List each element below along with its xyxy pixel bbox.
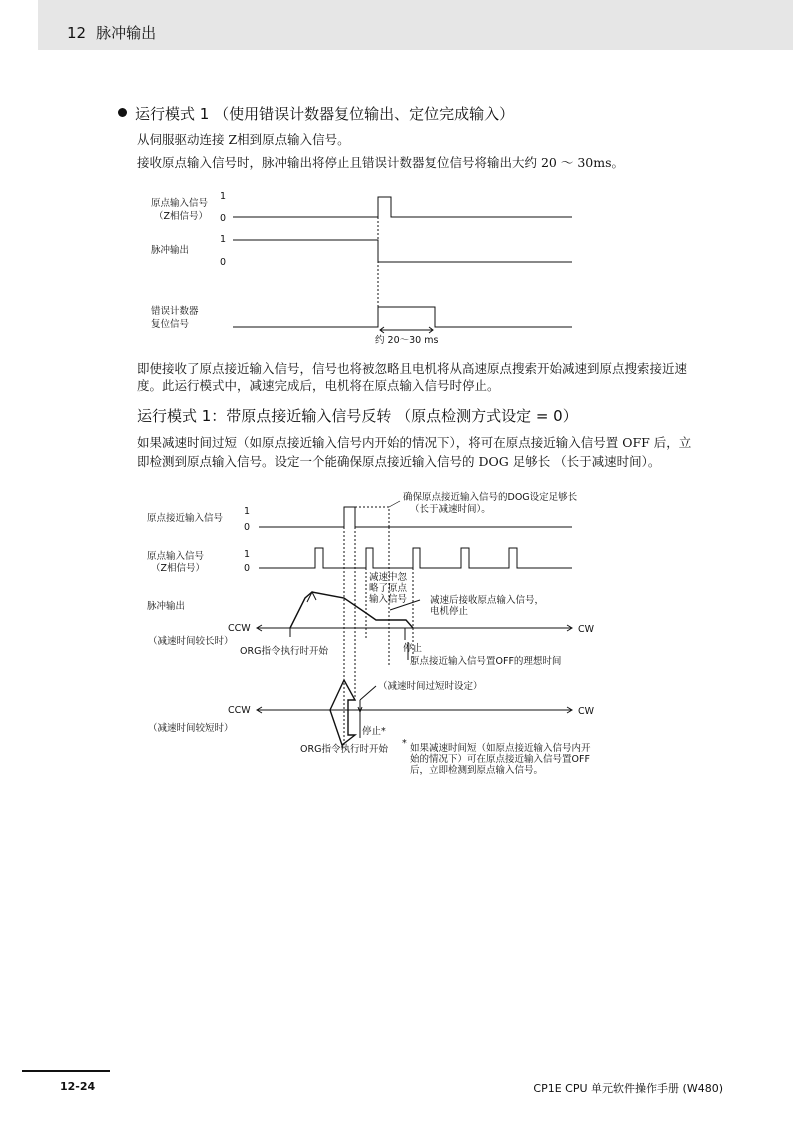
section1-line2: 接收原点输入信号时，脉冲输出将停止且错误计数器复位信号将输出大约 20 ～ 30ms。 <box>137 155 625 170</box>
d2-cw-short: CW <box>578 706 595 717</box>
d2-after-decel-b: 电机停止 <box>430 606 469 617</box>
d2-level0-b: 0 <box>244 563 251 574</box>
d1-duration: 约 20～30 ms <box>375 335 439 346</box>
d1-reset-signal-line <box>233 307 572 327</box>
d2-origin-input-line <box>259 548 572 568</box>
section1-title-text: 运行模式 1 （使用错误计数器复位输出、定位完成输入） <box>135 105 515 123</box>
d2-org-start-2: ORG指令执行时开始 <box>300 744 388 755</box>
section1-title <box>118 103 514 124</box>
chapter-title: 脉冲输出 <box>96 24 157 42</box>
d1-sig2-label: 脉冲输出 <box>151 245 190 256</box>
chapter-number: 12 <box>67 24 87 42</box>
d2-ccw-short: CCW <box>228 705 251 716</box>
d2-dog-ideal-dashed <box>355 507 389 527</box>
d2-sig1-label: 原点接近输入信号 <box>147 513 224 524</box>
d2-level1-b: 1 <box>244 549 251 560</box>
section2-title: 运行模式 1：带原点接近输入信号反转 （原点检测方式设定 = 0） <box>137 407 578 425</box>
d2-stop-star: 停止* <box>362 726 386 737</box>
d2-ideal-off: 原点接近输入信号置OFF的理想时间 <box>410 656 562 667</box>
section1-line1: 从伺服驱动连接 Z相到原点输入信号。 <box>137 132 350 147</box>
d2-ignore-a: 减速中忽 <box>369 572 408 583</box>
d2-after-decel-a: 减速后接收原点输入信号， <box>430 595 545 606</box>
para2-line2: 度。此运行模式中，减速完成后，电机将在原点输入信号时停止。 <box>137 378 500 393</box>
d1-level1-a: 1 <box>220 191 227 202</box>
d2-short-setting: （减速时间过短时设定） <box>378 681 483 692</box>
manual-title: CP1E CPU 单元软件操作手册 (W480) <box>533 1082 723 1095</box>
d1-sig3-label-b: 复位信号 <box>151 319 190 330</box>
d2-sig2-label-b: （Z相信号） <box>151 563 206 574</box>
d2-level1-a: 1 <box>244 506 251 517</box>
d2-foot-b: 始的情况下）可在原点接近输入信号置OFF <box>410 754 590 765</box>
d2-foot-c: 后，立即检测到原点输入信号。 <box>410 765 544 776</box>
d2-sig2-label-a: 原点输入信号 <box>147 551 205 562</box>
d2-note-dog-a: 确保原点接近输入信号的DOG设定足够长 <box>403 492 578 503</box>
d2-short-profile <box>330 680 355 745</box>
d1-level0-b: 0 <box>220 257 227 268</box>
footer-rule <box>22 1070 110 1072</box>
d1-level1-b: 1 <box>220 234 227 245</box>
d2-long-decel: （减速时间较长时） <box>148 636 234 647</box>
d2-org-start-1: ORG指令执行时开始 <box>240 646 328 657</box>
d1-level0-a: 0 <box>220 213 227 224</box>
d1-sig1-label-b: （Z相信号） <box>154 211 209 222</box>
d1-origin-signal-line <box>233 197 572 217</box>
d1-sig3-label-a: 错误计数器 <box>151 306 199 317</box>
d2-proximity-signal-line <box>259 507 572 527</box>
d2-foot-a: 如果减速时间短（如原点接近输入信号内开 <box>410 743 591 754</box>
d2-ignore-b: 略了原点 <box>369 583 408 594</box>
d2-cw-long: CW <box>578 624 595 635</box>
d2-level0-a: 0 <box>244 522 251 533</box>
page-number: 12-24 <box>60 1080 96 1093</box>
d2-ignore-c: 输入信号 <box>369 594 408 605</box>
section2-line2: 即检测到原点输入信号。设定一个能确保原点接近输入信号的 DOG 足够长 （长于减速时间）。 <box>137 454 661 469</box>
d2-note-dog-b: （长于减速时间）。 <box>410 504 491 515</box>
d1-sig1-label-a: 原点输入信号 <box>151 198 209 209</box>
d2-long-profile <box>290 592 413 628</box>
section2-line1: 如果减速时间过短（如原点接近输入信号内开始的情况下），将可在原点接近输入信号置 OFF 后，立 <box>137 435 692 450</box>
d2-star: * <box>402 738 407 749</box>
chapter-heading <box>67 22 156 43</box>
d2-ccw-long: CCW <box>228 623 251 634</box>
d1-pulse-output-line <box>233 240 572 262</box>
d2-pulse-label: 脉冲输出 <box>147 601 186 612</box>
d2-short-decel: （减速时间较短时） <box>148 723 234 734</box>
bullet-icon <box>118 108 127 117</box>
para2-line1: 即使接收了原点接近输入信号，信号也将被忽略且电机将从高速原点搜索开始减速到原点搜索接近速 <box>137 361 688 376</box>
d2-stop: 停止 <box>403 643 423 654</box>
